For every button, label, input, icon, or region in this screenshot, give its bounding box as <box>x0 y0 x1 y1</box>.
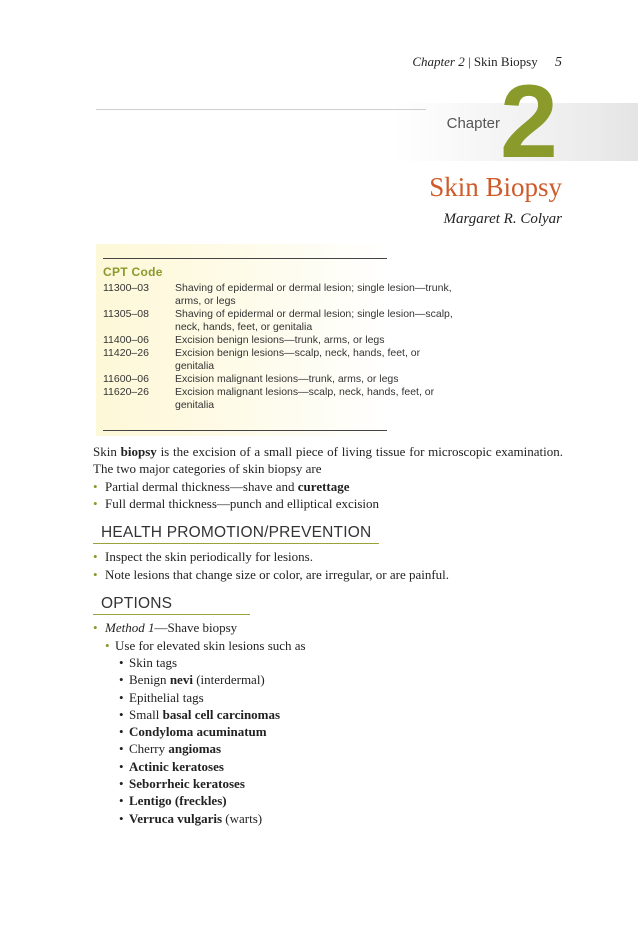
section-heading: HEALTH PROMOTION/PREVENTION <box>101 524 372 542</box>
cpt-code: 11300–03 <box>103 282 149 294</box>
bullet-icon: • <box>119 776 124 792</box>
bullet-icon: • <box>93 549 98 565</box>
chapter-number: 2 <box>500 64 558 180</box>
bullet-icon: • <box>119 706 124 722</box>
intro-text-1: Skin <box>93 444 121 459</box>
section-heading: OPTIONS <box>101 595 173 613</box>
cpt-heading: CPT Code <box>103 265 163 279</box>
bullet-icon: • <box>93 566 98 582</box>
header-running-title: Skin Biopsy <box>473 54 538 69</box>
cpt-code: 11400–06 <box>103 334 149 346</box>
item-term: basal cell carcinomas <box>162 706 281 722</box>
item-text-after: (warts) <box>222 810 263 826</box>
item-text: Partial dermal thickness—shave and <box>105 478 298 494</box>
item-term: nevi <box>169 672 193 688</box>
chapter-author: Margaret R. Colyar <box>443 211 562 227</box>
bullet-icon: • <box>93 620 98 636</box>
list-item <box>93 478 563 495</box>
list-item <box>93 775 563 792</box>
cpt-row <box>103 334 463 347</box>
list-item <box>93 740 563 757</box>
cpt-table <box>103 282 463 412</box>
bullet-icon: • <box>119 741 124 757</box>
cpt-code: 11620–26 <box>103 386 149 398</box>
intro-paragraph <box>93 443 563 478</box>
header-separator: | <box>467 54 471 69</box>
item-text: Full dermal thickness—punch and elliptical excision <box>105 495 380 511</box>
bullet-icon: • <box>119 810 124 826</box>
bullet-icon: • <box>119 689 124 705</box>
bullet-icon: • <box>119 758 124 774</box>
bullet-icon: • <box>119 672 124 688</box>
page-number: 5 <box>555 55 562 70</box>
bullet-icon: • <box>119 654 124 670</box>
cpt-bottom-rule <box>103 430 387 431</box>
item-text: Benign <box>129 672 170 688</box>
body-text <box>93 443 563 827</box>
method-label: Method 1 <box>105 620 155 636</box>
cpt-row <box>103 386 463 412</box>
section-rule <box>93 543 379 544</box>
list-item <box>93 706 563 723</box>
list-item <box>93 792 563 809</box>
list-item <box>93 495 563 512</box>
section-options <box>93 595 250 615</box>
item-term: Verruca vulgaris <box>129 810 223 826</box>
list-item <box>93 671 563 688</box>
item-text: Note lesions that change size or color, are irregular, or are painful. <box>105 566 450 582</box>
method-item <box>93 619 563 636</box>
cpt-description: Shaving of epidermal or dermal lesion; single lesion—trunk, arms, or legs <box>175 282 452 307</box>
item-term: curettage <box>297 478 350 494</box>
section-health-promotion <box>93 524 379 544</box>
item-term: angiomas <box>168 741 222 757</box>
cpt-description: Excision malignant lesions—scalp, neck, hands, feet, or genitalia <box>175 386 435 411</box>
item-text: Cherry <box>129 741 169 757</box>
item-term: Seborrheic keratoses <box>129 776 245 792</box>
item-text: Epithelial tags <box>129 689 204 705</box>
bullet-icon: • <box>105 637 110 653</box>
cpt-row <box>103 373 463 386</box>
cpt-row <box>103 282 463 308</box>
intro-text-2: is the excision of a small piece of living tissue for microscopic examination. The two major categories of skin biopsy are <box>93 444 564 477</box>
item-text: Small <box>129 706 163 722</box>
cpt-description: Excision benign lesions—scalp, neck, hands, feet, or genitalia <box>175 347 421 372</box>
list-item <box>93 723 563 740</box>
item-text: Skin tags <box>129 654 178 670</box>
cpt-row <box>103 308 463 334</box>
cpt-row <box>103 347 463 373</box>
cpt-code: 11420–26 <box>103 347 149 359</box>
item-term: Condyloma acuminatum <box>129 724 267 740</box>
use-item <box>93 637 563 654</box>
list-item <box>93 758 563 775</box>
cpt-description: Excision malignant lesions—trunk, arms, or legs <box>175 373 399 385</box>
item-term: Lentigo (freckles) <box>129 793 227 809</box>
list-item <box>93 689 563 706</box>
method-text: —Shave biopsy <box>154 620 238 636</box>
use-text: Use for elevated skin lesions such as <box>115 637 306 653</box>
cpt-description: Shaving of epidermal or dermal lesion; single lesion—scalp, neck, hands, feet, or genitalia <box>175 308 453 333</box>
list-item <box>93 654 563 671</box>
chapter-title: Skin Biopsy <box>429 172 562 202</box>
cpt-code: 11600–06 <box>103 373 149 385</box>
bullet-icon: • <box>119 793 124 809</box>
intro-bullet-list <box>93 478 563 513</box>
list-item <box>93 810 563 827</box>
list-item <box>93 566 563 583</box>
list-item <box>93 548 563 565</box>
chapter-rule <box>96 109 426 110</box>
cpt-code: 11305–08 <box>103 308 149 320</box>
item-text: Inspect the skin periodically for lesions. <box>105 549 313 565</box>
header-chapter-ref: Chapter 2 <box>412 54 465 69</box>
item-text-after: (interdermal) <box>192 672 265 688</box>
bullet-icon: • <box>119 724 124 740</box>
cpt-top-rule <box>103 258 387 259</box>
chapter-label: Chapter <box>446 115 500 132</box>
bullet-icon: • <box>93 495 98 511</box>
section-rule <box>93 614 250 615</box>
item-term: Actinic keratoses <box>129 758 224 774</box>
bullet-icon: • <box>93 478 98 494</box>
intro-term-biopsy: biopsy <box>120 444 157 459</box>
health-bullet-list <box>93 548 563 583</box>
cpt-description: Excision benign lesions—trunk, arms, or legs <box>175 334 385 346</box>
options-list <box>93 619 563 827</box>
